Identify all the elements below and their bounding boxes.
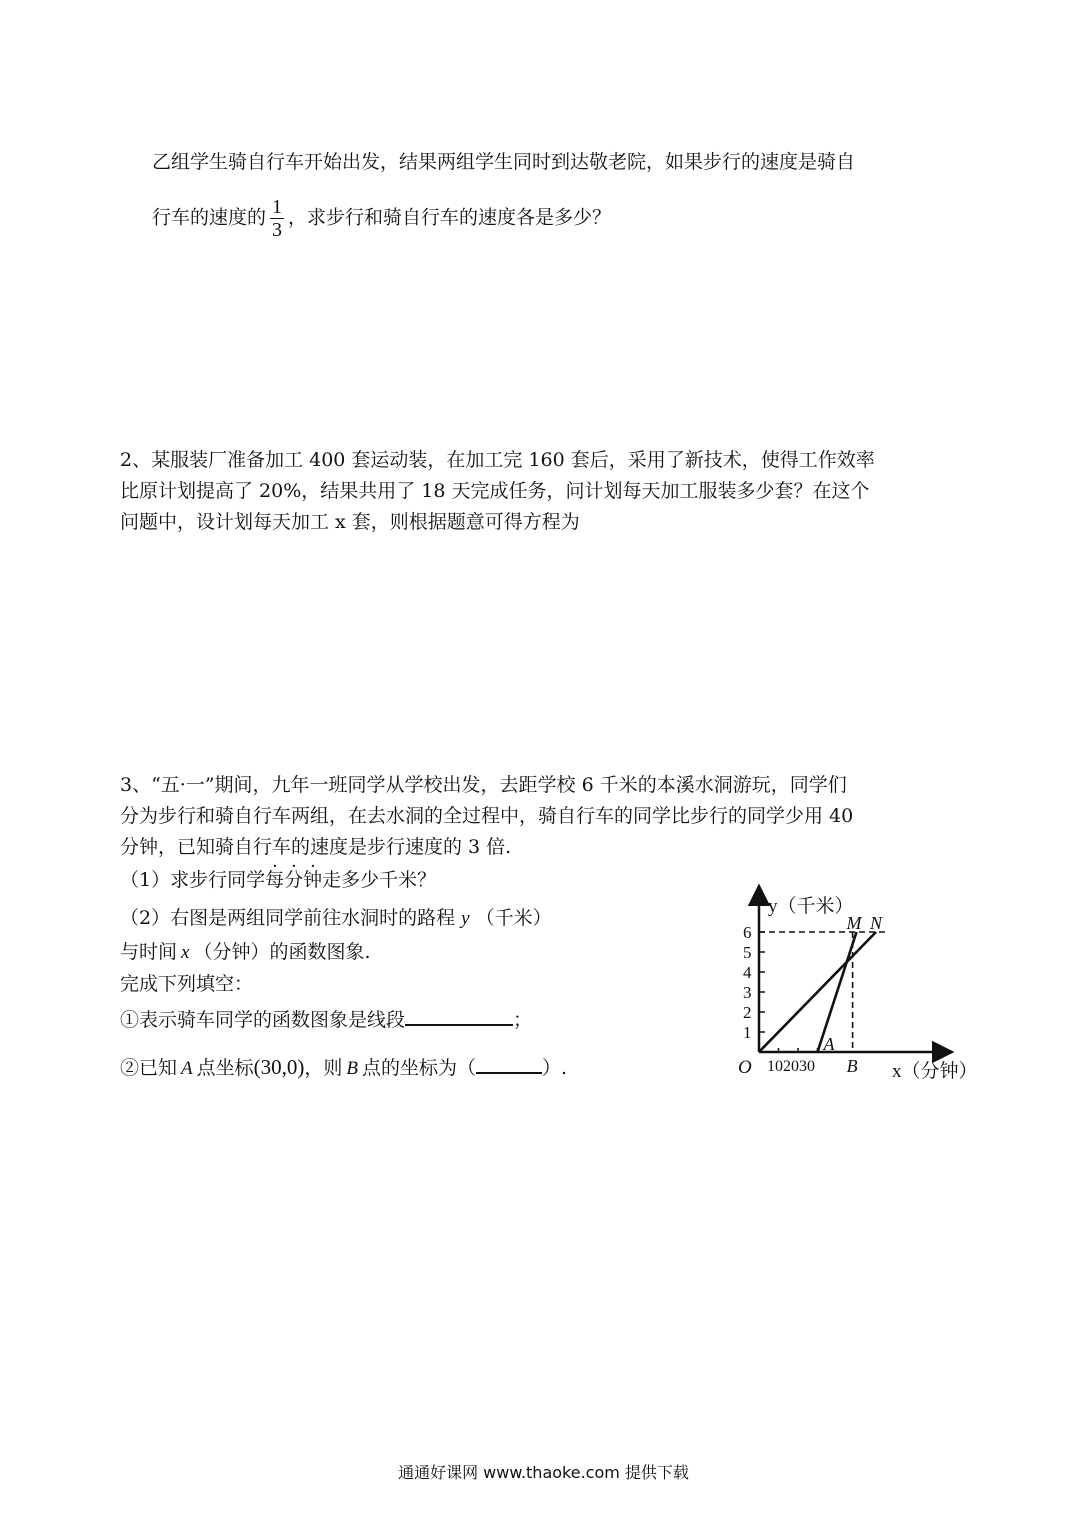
- fraction-denominator: 3: [272, 219, 283, 241]
- fill-item2-text4: 点的坐标为（: [362, 1057, 477, 1079]
- q3-sub2-text: （2）右图是两组同学前往水洞时的路程: [120, 907, 456, 929]
- y-axis-label: y（千米）: [768, 896, 854, 917]
- var-y: y: [461, 908, 470, 929]
- fill-item1-text: ①表示骑车同学的函数图象是线段: [120, 1009, 406, 1031]
- fraction-numerator: 1: [272, 196, 283, 218]
- dotted-char: 分: [284, 869, 304, 891]
- q3-line3: 分钟，已知骑自行车的速度是步行速度的 3 倍.: [120, 836, 512, 858]
- y-tick-label: 4: [743, 963, 752, 982]
- x-axis-label: x（分钟）: [892, 1061, 978, 1082]
- q3-sub2-unit: （千米）: [475, 907, 552, 929]
- point-label-M: M: [846, 913, 862, 933]
- point-label-A: A: [823, 1034, 835, 1054]
- q3-sub1-post: 走多少千米？: [322, 869, 437, 891]
- y-tick-label: 2: [743, 1003, 752, 1022]
- y-tick-label: 3: [743, 983, 752, 1002]
- point-label-B: B: [846, 1056, 858, 1076]
- footer: 通通好课网 www.thaoke.com 提供下载: [398, 1463, 689, 1482]
- coord-A: (30,0): [253, 1055, 305, 1079]
- q1-line2-pre: 行车的速度的: [152, 206, 267, 229]
- q3-line1: 3、“五·一”期间，九年一班同学从学校出发，去距学校 6 千米的本溪水洞游玩，同学们: [120, 774, 847, 796]
- q2-line3: 问题中，设计划每天加工 x 套，则根据题意可得方程为: [120, 511, 580, 533]
- q3-sub1-pre: （1）求步行同学: [120, 869, 266, 891]
- segment-ON-walking: [759, 932, 876, 1052]
- fill-item1-end: ；: [513, 1009, 533, 1031]
- point-B-ref: B: [346, 1058, 359, 1079]
- q2-line2: 比原计划提高了 20%，结果共用了 18 天完成任务，问计划每天加工服装多少套？在这个: [120, 480, 870, 502]
- fill-item2-end: ）.: [542, 1057, 568, 1079]
- y-tick-label: 6: [743, 923, 752, 942]
- q3-sub2-text3: （分钟）的函数图象.: [193, 941, 371, 963]
- fill-item2-text3: ，则: [304, 1057, 343, 1079]
- var-x: x: [181, 942, 190, 963]
- origin-label: O: [738, 1057, 752, 1078]
- q2-line1: 2、某服装厂准备加工 400 套运动装，在加工完 160 套后，采用了新技术，使得工作效率: [120, 449, 875, 471]
- x-tick-labels: 102030: [767, 1058, 815, 1075]
- fill-item2-text2: 点坐标: [196, 1057, 254, 1079]
- q3-line2: 分为步行和骑自行车两组，在去水洞的全过程中，骑自行车的同学比步行的同学少用 40: [120, 805, 854, 827]
- point-label-N: N: [870, 913, 883, 933]
- dotted-char: 每: [265, 869, 285, 891]
- point-A-ref: A: [181, 1058, 193, 1079]
- dotted-char: 钟: [303, 869, 323, 891]
- fill-item2-text: ②已知: [120, 1057, 178, 1079]
- fill-title: 完成下列填空：: [120, 973, 254, 995]
- q1-line1: 乙组学生骑自行车开始出发，结果两组学生同时到达敬老院，如果步行的速度是骑自: [152, 151, 856, 173]
- y-tick-label: 5: [743, 943, 752, 962]
- y-tick-label: 1: [743, 1023, 752, 1042]
- q3-sub2-text2: 与时间: [120, 941, 178, 963]
- q1-line2-post: ，求步行和骑自行车的速度各是多少？: [288, 206, 612, 229]
